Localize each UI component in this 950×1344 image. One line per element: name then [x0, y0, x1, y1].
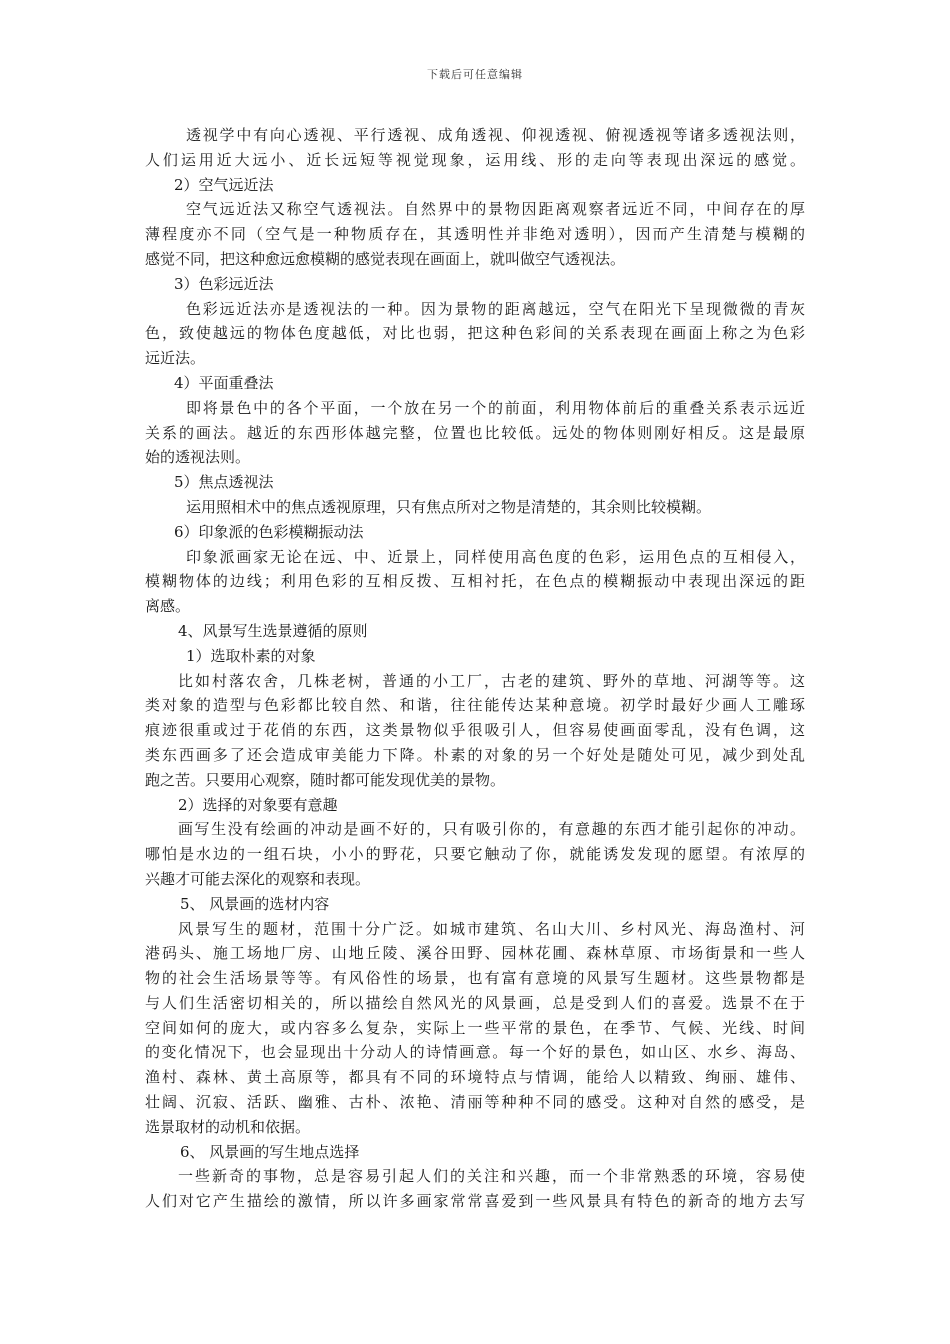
text-line: 印象派画家无论在远、中、近景上，同样使用高色度的色彩，运用色点的互相侵入， [186, 547, 805, 566]
text-line: 色彩远近法亦是透视法的一种。因为景物的距离越远，空气在阳光下呈现微微的青灰 [186, 299, 805, 318]
text-line: 薄程度亦不同（空气是一种物质存在，其透明性并非绝对透明），因而产生清楚与模糊的 [145, 225, 805, 244]
document-body [145, 123, 805, 1214]
text-line: 跑之苦。只要用心观察，随时都可能发现优美的景物。 [145, 770, 506, 789]
section-heading: 2）空气远近法 [174, 175, 274, 194]
text-line: 物的社会生活场景等等。有风俗性的场景，也有富有意境的风景写生题材。这些景物都是 [145, 969, 805, 988]
text-line: 远近法。 [145, 349, 206, 368]
text-line: 选景取材的动机和依据。 [145, 1117, 311, 1136]
text-line: 壮阔、沉寂、活跃、幽雅、古朴、浓艳、清丽等种种不同的感受。这种对自然的感受，是 [145, 1093, 805, 1112]
text-line: 始的透视法则。 [145, 448, 251, 467]
text-line: 感觉不同，把这种愈远愈模糊的感觉表现在画面上，就叫做空气透视法。 [145, 249, 626, 268]
text-line: 类对象的造型与色彩都比较自然、和谐，往往能传达某种意境。初学时最好少画人工雕琢 [145, 696, 805, 715]
text-line: 画写生没有绘画的冲动是画不好的，只有吸引你的，有意趣的东西才能引起你的冲动。 [178, 820, 805, 839]
text-line: 渔村、森林、黄土高原等，都具有不同的环境特点与情调，能给人以精致、绚丽、雄伟、 [145, 1068, 805, 1087]
text-line: 离感。 [145, 597, 191, 616]
text-line: 风景写生的题材，范围十分广泛。如城市建筑、名山大川、乡村风光、海岛渔村、河 [178, 919, 805, 938]
section-heading: 3）色彩远近法 [174, 274, 274, 293]
text-line: 比如村落农舍，几株老树，普通的小工厂，古老的建筑、野外的草地、河湖等等。这 [178, 671, 805, 690]
text-line: 港码头、施工场地厂房、山地丘陵、溪谷田野、园林花圃、森林草原、市场街景和一些人 [145, 944, 805, 963]
section-heading: 1）选取朴素的对象 [186, 646, 316, 665]
text-line: 痕迹很重或过于花俏的东西，这类景物似乎很吸引人，但容易使画面零乱，没有色调，这 [145, 721, 805, 740]
text-line: 类东西画多了还会造成审美能力下降。朴素的对象的另一个好处是随处可见，减少到处乱 [145, 745, 805, 764]
text-line: 空气远近法又称空气透视法。自然界中的景物因距离观察者远近不同，中间存在的厚 [186, 200, 805, 219]
text-line: 色，致使越远的物体色度越低，对比也弱，把这种色彩间的关系表现在画面上称之为色彩 [145, 324, 805, 343]
section-heading: 4、风景写生选景遵循的原则 [178, 621, 368, 640]
text-line: 即将景色中的各个平面，一个放在另一个的前面，利用物体前后的重叠关系表示远近 [186, 398, 805, 417]
text-line: 哪怕是水边的一组石块，小小的野花，只要它触动了你，就能诱发发现的愿望。有浓厚的 [145, 845, 805, 864]
text-line: 透视学中有向心透视、平行透视、成角透视、仰视透视、俯视透视等诸多透视法则， [186, 126, 805, 144]
text-line: 的变化情况下，也会显现出十分动人的诗情画意。每一个好的景色，如山区、水乡、海岛、 [145, 1043, 805, 1062]
text-line: 人们运用近大远小、近长远短等视觉现象，运用线、形的走向等表现出深远的感觉。 [145, 150, 805, 169]
section-heading: 2）选择的对象要有意趣 [178, 795, 338, 814]
text-line: 关系的画法。越近的东西形体越完整，位置也比较低。远处的物体则刚好相反。这是最原 [145, 423, 805, 442]
section-heading: 4）平面重叠法 [174, 373, 274, 392]
text-line: 空间如何的庞大，或内容多么复杂，实际上一些平常的景色，在季节、气候、光线、时间 [145, 1018, 805, 1037]
text-line: 运用照相术中的焦点透视原理，只有焦点所对之物是清楚的，其余则比较模糊。 [186, 497, 712, 516]
section-heading: 6）印象派的色彩模糊振动法 [174, 522, 364, 541]
text-line: 与人们生活密切相关的，所以描绘自然风光的风景画，总是受到人们的喜爱。选景不在于 [145, 993, 805, 1012]
page-header: 下载后可任意编辑 [427, 68, 523, 81]
text-line: 兴趣才可能去深化的观察和表现。 [145, 869, 371, 888]
text-line: 模糊物体的边线；利用色彩的互相反拨、互相衬托，在色点的模糊振动中表现出深远的距 [145, 572, 805, 591]
section-heading: 5、 风景画的选材内容 [180, 894, 330, 913]
section-heading: 5）焦点透视法 [174, 473, 274, 492]
text-line: 一些新奇的事物，总是容易引起人们的关注和兴趣，而一个非常熟悉的环境，容易使 [178, 1167, 805, 1186]
text-line: 人们对它产生描绘的激情，所以许多画家常常喜爱到一些风景具有特色的新奇的地方去写 [145, 1192, 805, 1211]
section-heading: 6、 风景画的写生地点选择 [180, 1142, 360, 1161]
